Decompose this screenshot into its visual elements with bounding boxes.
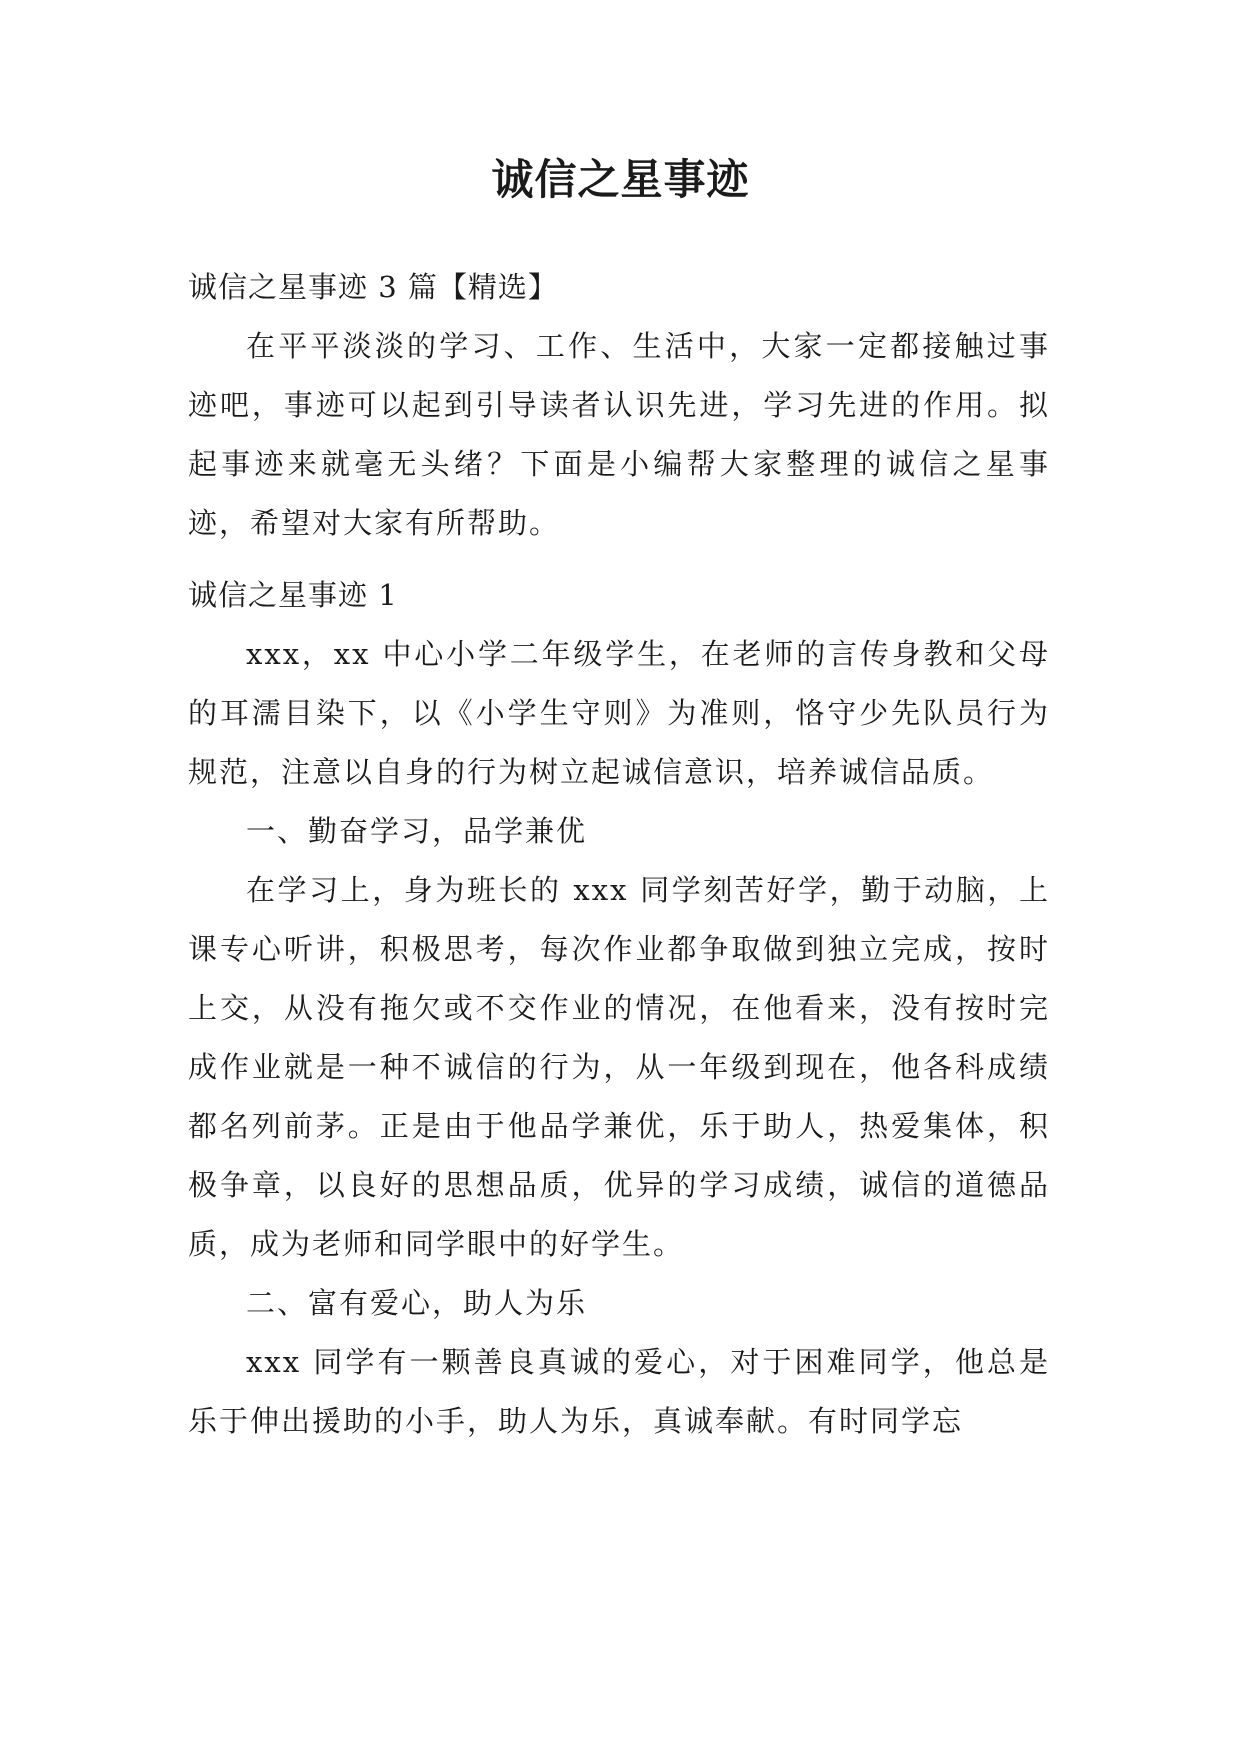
article-1-heading: 诚信之星事迹 1 (188, 578, 398, 612)
section-2-paragraph: xxx 同学有一颗善良真诚的爱心，对于困难同学，他总是乐于伸出援助的小手，助人为乐，真诚奉献。有时同学忘 (188, 1345, 1050, 1438)
subtitle-block (188, 258, 1050, 553)
section-1-title: 一、勤奋学习，品学兼优 (246, 814, 588, 848)
article-1 (188, 566, 1050, 1451)
article-1-paragraph-1: xxx，xx 中心小学二年级学生，在老师的言传身教和父母的耳濡目染下，以《小学生守则》为准则，恪守少先队员行为规范，注意以自身的行为树立起诚信意识，培养诚信品质。 (188, 637, 1050, 789)
intro-paragraph: 在平平淡淡的学习、工作、生活中，大家一定都接触过事迹吧，事迹可以起到引导读者认识先进，学习先进的作用。拟起事迹来就毫无头绪？下面是小编帮大家整理的诚信之星事迹，希望对大家有所帮助。 (188, 329, 1050, 540)
section-2-title: 二、富有爱心，助人为乐 (246, 1286, 588, 1320)
document-subtitle: 诚信之星事迹 3 篇【精选】 (188, 270, 558, 304)
document-title: 诚信之星事迹 (491, 155, 750, 204)
section-1-paragraph: 在学习上，身为班长的 xxx 同学刻苦好学，勤于动脑，上课专心听讲，积极思考，每次作业都争取做到独立完成，按时上交，从没有拖欠或不交作业的情况，在他看来，没有按时完成作业就是一种不诚信的行为，从一年级到现在，他各科成绩都名列前茅。正是由于他品学兼优，乐于助人，热爱集体，积极争章，以良好的思想品质，优异的学习成绩，诚信的道德品质，成为老师和同学眼中的好学生。 (188, 873, 1050, 1261)
